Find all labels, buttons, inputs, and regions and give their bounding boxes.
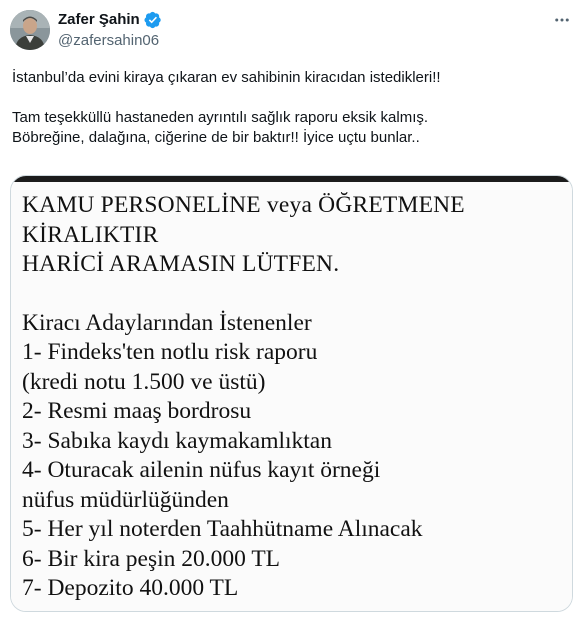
notice-list-item: 2- Resmi maaş bordrosu bbox=[22, 398, 252, 424]
author-name[interactable]: Zafer Şahin bbox=[58, 11, 140, 28]
notice-list-item: 6- Bir kira peşin 20.000 TL bbox=[22, 545, 281, 572]
notice-list-item: 1- Findeks'ten notlu risk raporu bbox=[22, 339, 318, 365]
notice-list-item: 3- Sabıka kaydı kaymakamlıktan bbox=[22, 427, 332, 454]
notice-heading bbox=[22, 191, 465, 280]
notice-list-item: 7- Depozito 40.000 TL bbox=[22, 575, 239, 601]
tweet-text-line: Böbreğine, dalağına, ciğerine de bir baktır!! İyice uçtu bunlar.. bbox=[12, 129, 420, 146]
image-top-shadow bbox=[11, 176, 572, 182]
notice-list-item: nüfus müdürlüğünden bbox=[22, 486, 229, 513]
notice-heading-line: KİRALIKTIR bbox=[22, 221, 159, 248]
notice-heading-line: KAMU PERSONELİNE veya ÖĞRETMENE bbox=[22, 192, 465, 218]
notice-list-item: 4- Oturacak ailenin nüfus kayıt örneği bbox=[22, 457, 381, 483]
verified-badge-icon bbox=[144, 11, 162, 29]
notice-list-item: 5- Her yıl noterden Taahhütname Alınacak bbox=[22, 516, 423, 542]
tweet-text bbox=[12, 68, 572, 148]
notice-requirements bbox=[22, 309, 465, 604]
tweet-header bbox=[58, 10, 162, 51]
tweet-text-paragraph bbox=[12, 108, 572, 148]
more-options-button[interactable] bbox=[552, 10, 572, 30]
user-avatar-photo bbox=[10, 10, 50, 50]
author-row bbox=[58, 10, 162, 30]
notice-list-item: (kredi notu 1.500 ve üstü) bbox=[22, 368, 266, 395]
image-document bbox=[11, 176, 572, 611]
avatar[interactable] bbox=[10, 10, 50, 50]
notice-heading-line: HARİCİ ARAMASIN LÜTFEN. bbox=[22, 251, 340, 277]
notice-list-title: Kiracı Adaylarından İstenenler bbox=[22, 309, 312, 336]
tweet-image[interactable] bbox=[10, 175, 573, 612]
tweet-text-line: Tam teşekküllü hastaneden ayrıntılı sağlık raporu eksik kalmış. bbox=[12, 109, 429, 126]
tweet-text-line: İstanbul’da evini kiraya çıkaran ev sahibinin kiracıdan istedikleri!! bbox=[12, 69, 441, 86]
ellipsis-icon bbox=[553, 11, 571, 29]
author-handle[interactable]: @zafersahin06 bbox=[58, 32, 160, 49]
rental-notice bbox=[22, 191, 465, 604]
